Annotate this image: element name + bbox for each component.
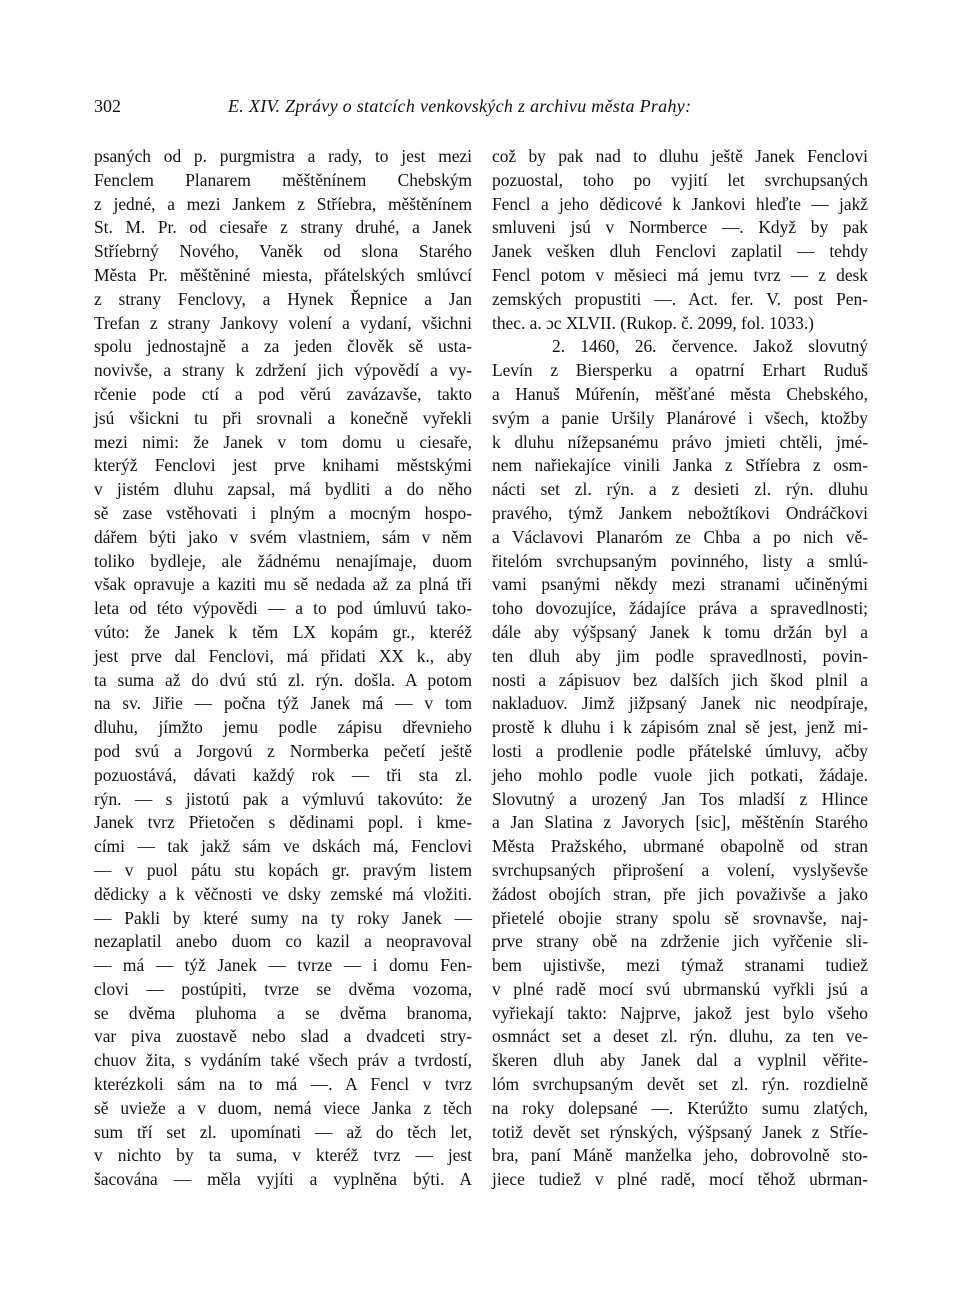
right-column-line: Levín z Biersperku a opatrní Erhart Ruduš — [492, 360, 868, 381]
left-column-line: — v puol pátu stu kopách gr. pravým listem — [94, 859, 472, 880]
right-column-line: zemských propustiti —. Act. fer. V. post Pen- — [492, 288, 868, 309]
right-column-line: bra, paní Máně manželka jeho, dobrovolně sto- — [492, 1145, 868, 1166]
right-column-line: nosti a zápisuov bez dalších jich škod plnil a — [492, 669, 868, 690]
right-column-line: jiece tudiež v plné radě, mocí těhož ubrman- — [492, 1169, 868, 1190]
left-column-line: clovi — postúpiti, tvrze se dvěma vozoma, — [94, 978, 472, 999]
right-column-line: smluveni jsú v Normberce —. Když by pak — [492, 217, 868, 238]
left-column-line: šacována — měla vyjíti a vyplněna býti. A — [94, 1169, 472, 1190]
left-column-line: sě zase vstěhovati i plným a mocným hospo- — [94, 502, 472, 523]
left-column-line: Fenclem Planarem měštěnínem Chebským — [94, 169, 472, 190]
left-column-line: jest prve dal Fenclovi, má přidati XX k., aby — [94, 645, 472, 666]
page-number: 302 — [94, 96, 121, 116]
right-column-line: což by pak nad to dluhu ještě Janek Fenclovi — [492, 146, 868, 166]
right-column-line: nácti set zl. rýn. a z desieti zl. rýn. dluhu — [492, 479, 868, 500]
left-column-line: však opravuje a kaziti mu sě nedada až za plná tři — [94, 574, 472, 595]
right-column-line: nakladuov. Jimž jižpsaný Janek nic neodpíraje, — [492, 693, 868, 714]
right-text-column — [492, 145, 868, 1192]
right-column-line: Fencl a jeho dědicové k Jankovi hleďte — jakž — [492, 193, 868, 214]
left-column-line: v jistém dluhu zapsal, má bydliti a do něho — [94, 479, 472, 500]
right-column-line: pozuostal, toho po vyjití let svrchupsaných — [492, 169, 868, 190]
right-column-line: Města Pražského, ubrmané obapolně od stran — [492, 836, 868, 857]
right-column-line: a Jan Slatina z Javorych [sic], měštěnín Starého — [492, 812, 868, 833]
left-column-line: jsú všickni tu při srovnali a konečně vyřekli — [94, 407, 472, 428]
right-column-line: k dluhu nížepsanému právo jmieti chtěli, jmé- — [492, 431, 868, 452]
left-column-line: dářem býti jako v svém vlastniem, sám v něm — [94, 526, 472, 547]
left-column-line: novivše, a strany k zdržení jich výpovědí a vy- — [94, 360, 472, 381]
left-column-line: St. M. Pr. od ciesaře z strany druhé, a Janek — [94, 217, 472, 238]
left-column-line: na sv. Jiřie — počna týž Janek má — v tom — [94, 693, 472, 714]
right-column-line: přietelé obojie strany spolu sě srovnavše, naj- — [492, 907, 868, 928]
right-column-line: osmnáct set a deset zl. rýn. dluhu, za ten ve- — [492, 1026, 868, 1047]
right-column-line: 2. 1460, 26. července. Jakož slovutný — [552, 336, 868, 357]
right-column-line: a Václavovi Planaróm ze Chba a po nich vě- — [492, 526, 868, 547]
left-column-line: mezi nimi: že Janek v tom domu u ciesaře, — [94, 431, 472, 452]
right-column-line: totiž devět set rýnských, výšpsaný Janek z Stříe- — [492, 1121, 868, 1142]
right-column-line: prostě k dluhu i k zápisóm znal sě jest, jenž mi- — [492, 717, 868, 738]
left-column-line: Trefan z strany Jankovy volení a vydaní, všichni — [94, 312, 472, 333]
right-column-line: bem ujistivše, mezi týmaž stranami tudiež — [492, 955, 868, 976]
left-column-line: cími — tak jakž sám ve dskách má, Fenclovi — [94, 836, 472, 857]
right-column-line: thec. a. ɔc XLVII. (Rukop. č. 2099, fol. 1033.) — [492, 312, 814, 333]
left-column-line: sum tří set zl. upomínati — až do těch let, — [94, 1121, 472, 1142]
left-column-line: rčenie pode ctí a pod věrú zavázavše, takto — [94, 383, 472, 404]
left-column-line: chuov žita, s vydáním také všech práv a tvrdostí, — [94, 1050, 472, 1071]
left-column-line: v nichto by ta suma, v kteréž tvrz — jest — [94, 1145, 472, 1166]
left-column-line: Města Pr. měštěniné miesta, přátelských smlúvcí — [94, 264, 472, 285]
left-column-line: kterézkoli sám na to má —. A Fencl v tvrz — [94, 1074, 472, 1095]
right-column-line: prve strany obě na zdrženie jich vyřčenie sli- — [492, 931, 868, 952]
right-column-line: svrchupsaných připrošení a volení, vyslyševše — [492, 859, 868, 880]
right-column-line: Slovutný a urozený Jan Tos mladší z Hlince — [492, 788, 868, 809]
right-column-line: toho dovozujíce, žádajíce práva a spravedlnosti; — [492, 598, 868, 619]
left-column-line: — má — týž Janek — tvrze — i domu Fen- — [94, 955, 472, 976]
right-column-line: dále aby výšpsaný Janek k tomu držán byl a — [492, 621, 868, 642]
left-column-line: dědicky a k věčnosti ve dsky zemské má vložiti. — [94, 883, 472, 904]
right-column-line: vami psanými někdy mezi stranami učiněnými — [492, 574, 868, 595]
running-title: E. XIV. Zprávy o statcích venkovských z archivu města Prahy: — [228, 96, 692, 116]
left-column-line: sě uvieže a v duom, nemá viece Janka z těch — [94, 1097, 472, 1118]
left-text-column — [94, 145, 472, 1192]
left-column-line: nezaplatil anebo duom co kazil a neopravoval — [94, 931, 472, 952]
left-column-line: psaných od p. purgmistra a rady, to jest mezi — [94, 146, 472, 166]
right-column-line: v plné radě mocí svú ubrmanskú vyřkli jsú a — [492, 978, 868, 999]
left-column-line: pod svú a Jorgovú z Normberka pečetí ještě — [94, 740, 472, 761]
left-column-line: Stříebrný Nového, Vaněk od slona Starého — [94, 241, 472, 262]
left-column-line: leta od této výpovědi — a to pod úmluvú tako- — [94, 598, 472, 619]
right-column-line: lóm svrchupsaným devět set zl. rýn. rozdielně — [492, 1074, 868, 1095]
right-column-line: žádost obojích stran, pře jich považivše a jako — [492, 883, 868, 904]
left-column-line: vúto: že Janek k těm LX kopám gr., kteréž — [94, 621, 472, 642]
left-column-line: spolu jednostajně a za jeden člověk sě usta- — [94, 336, 472, 357]
left-column-line: — Pakli by které sumy na ty roky Janek — — [94, 907, 472, 928]
left-column-line: ta suma až do dvú stú zl. rýn. došla. A potom — [94, 669, 472, 690]
right-column-line: Janek vešken dluh Fenclovi zaplatil — tehdy — [492, 241, 868, 262]
right-column-line: vyřiekají takto: Najprve, jakož jest bylo všeho — [492, 1002, 868, 1023]
right-column-line: losti a prodlenie podle přátelské úmluvy, ačby — [492, 740, 868, 761]
right-column-line: Fencl potom v měsieci má jemu tvrz — z desk — [492, 264, 868, 285]
left-column-line: kterýž Fenclovi jest prve knihami městskými — [94, 455, 472, 476]
left-column-line: pozuostává, dávati každý rok — tři sta zl. — [94, 764, 472, 785]
left-column-line: se dvěma pluhoma a se dvěma branoma, — [94, 1002, 472, 1023]
page-header — [94, 96, 866, 122]
left-column-line: z strany Fenclovy, a Hynek Řepnice a Jan — [94, 288, 472, 309]
left-column-line: dluhu, jímžto jemu podle zápisu dřevnieho — [94, 717, 472, 738]
left-column-line: toliko bydleje, ale žádnému nenajímaje, duom — [94, 550, 472, 571]
left-column-line: var piva zuostavě nebo slad a dvadceti stry- — [94, 1026, 472, 1047]
right-column-line: na roky dolepsané —. Kterúžto sumu zlatých, — [492, 1097, 868, 1118]
left-column-line: Janek tvrz Přietočen s dědinami popl. i kme- — [94, 812, 472, 833]
right-column-line: jeho mohlo podle vuole jich potkati, žádaje. — [492, 764, 868, 785]
right-column-line: nem nařiekajíce vinili Janka z Stříebra z osm- — [492, 455, 868, 476]
left-column-line: rýn. — s jistotú pak a výmluvú takovúto: že — [94, 788, 472, 809]
right-column-line: svým a panie Uršily Planárové i všech, ktožby — [492, 407, 868, 428]
left-column-line: z jedné, a mezi Jankem z Stříebra, měštěnínem — [94, 193, 472, 214]
right-column-line: škeren dluh aby Janek dal a vyplnil věřite- — [492, 1050, 868, 1071]
right-column-line: a Hanuš Múřenín, měšťané města Chebského, — [492, 383, 868, 404]
right-column-line: pravého, týmž Jankem nebožtíkovi Ondráčkovi — [492, 502, 868, 523]
right-column-line: ten dluh aby jim podle spravedlnosti, povin- — [492, 645, 868, 666]
right-column-line: řitelóm svrchupsaným povinného, listy a smlú- — [492, 550, 868, 571]
